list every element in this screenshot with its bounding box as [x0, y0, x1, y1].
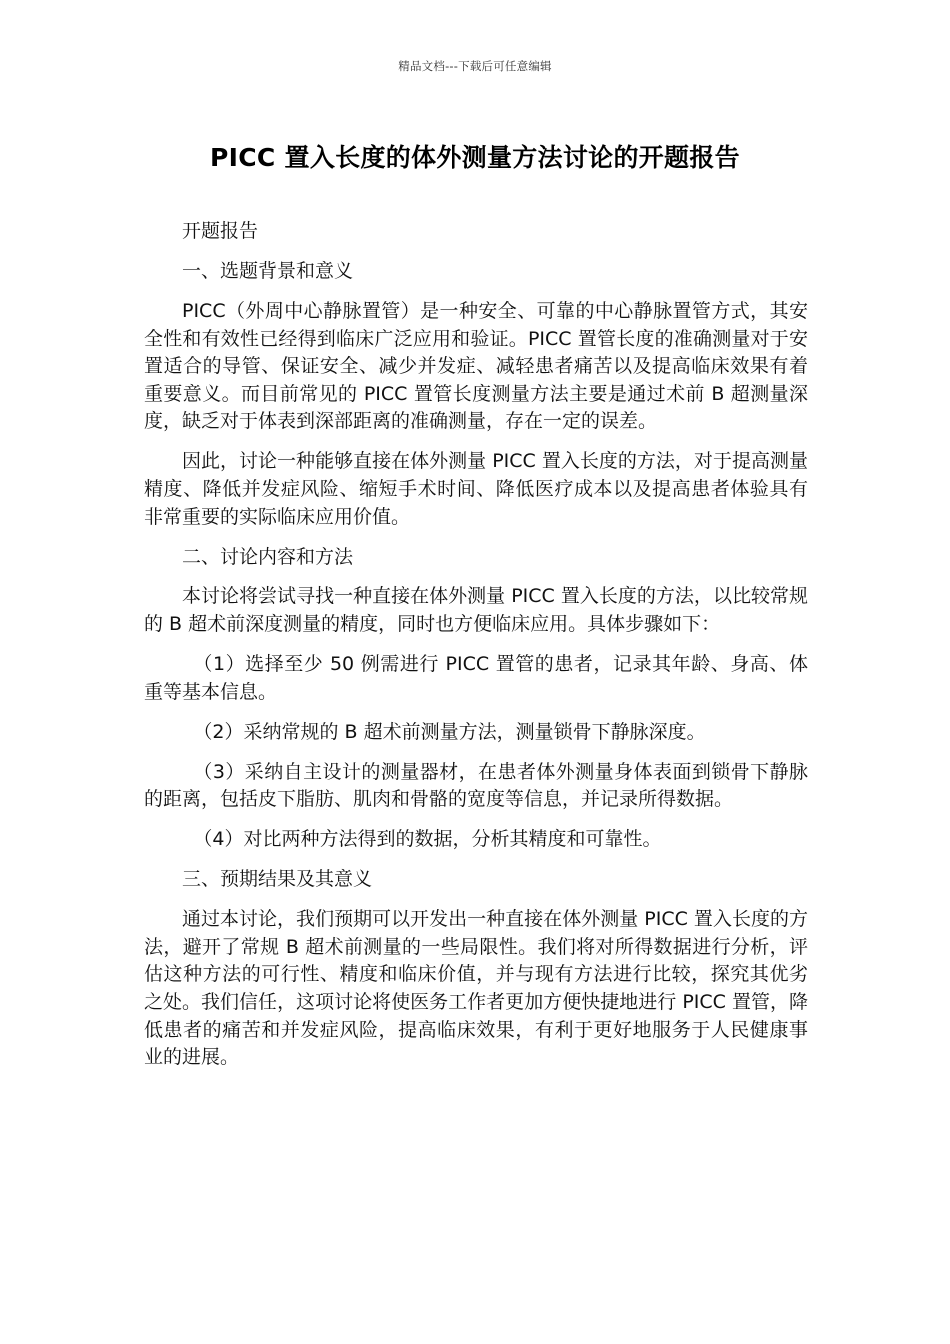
header-note: 精品文档---下载后可任意编辑 — [398, 59, 552, 73]
document-body — [144, 218, 808, 1084]
paragraph-results: 通过本讨论，我们预期可以开发出一种直接在体外测量 PICC 置入长度的方法，避开了常规 B 超术前测量的一些局限性。我们将对所得数据进行分析，评估这种方法的可行性、精度和临床价值，并与现有方法进行比较，探究其优劣之处。我们信任，这项讨论将使医务工作者更加方便快捷地进行 PICC 置管，降低患者的痛苦和并发症风险，提高临床效果，有利于更好地服务于人民健康事业的进展。 — [144, 908, 808, 1069]
method-step-3: （3）采纳自主设计的测量器材，在患者体外测量身体表面到锁骨下静脉的距离，包括皮下脂肪、肌肉和骨骼的宽度等信息，并记录所得数据。 — [144, 760, 808, 811]
document-title: PICC 置入长度的体外测量方法讨论的开题报告 — [210, 143, 740, 172]
paragraph-methods-intro: 本讨论将尝试寻找一种直接在体外测量 PICC 置入长度的方法，以比较常规的 B 超术前深度测量的精度，同时也方便临床应用。具体步骤如下： — [144, 585, 808, 636]
method-step-1: （1）选择至少 50 例需进行 PICC 置管的患者，记录其年龄、身高、体重等基本信息。 — [144, 653, 808, 703]
section-heading-methods: 二、讨论内容和方法 — [182, 545, 354, 568]
section-label-report: 开题报告 — [182, 220, 259, 242]
method-step-2: （2）采纳常规的 B 超术前测量方法，测量锁骨下静脉深度。 — [193, 720, 706, 743]
paragraph-significance: 因此，讨论一种能够直接在体外测量 PICC 置入长度的方法，对于提高测量精度、降低并发症风险、缩短手术时间、降低医疗成本以及提高患者体验具有非常重要的实际临床应用价值。 — [144, 450, 808, 528]
paragraph-background: PICC（外周中心静脉置管）是一种安全、可靠的中心静脉置管方式，其安全性和有效性已经得到临床广泛应用和验证。PICC 置管长度的准确测量对于安置适合的导管、保证安全、减少并发症、减轻患者痛苦以及提高临床效果有着重要意义。而目前常见的 PICC 置管长度测量方法主要是通过术前 B 超测量深度，缺乏对于体表到深部距离的准确测量，存在一定的误差。 — [144, 299, 808, 433]
method-step-4: （4）对比两种方法得到的数据，分析其精度和可靠性。 — [193, 828, 662, 851]
section-heading-results: 三、预期结果及其意义 — [182, 868, 373, 891]
section-heading-background: 一、选题背景和意义 — [182, 259, 354, 282]
